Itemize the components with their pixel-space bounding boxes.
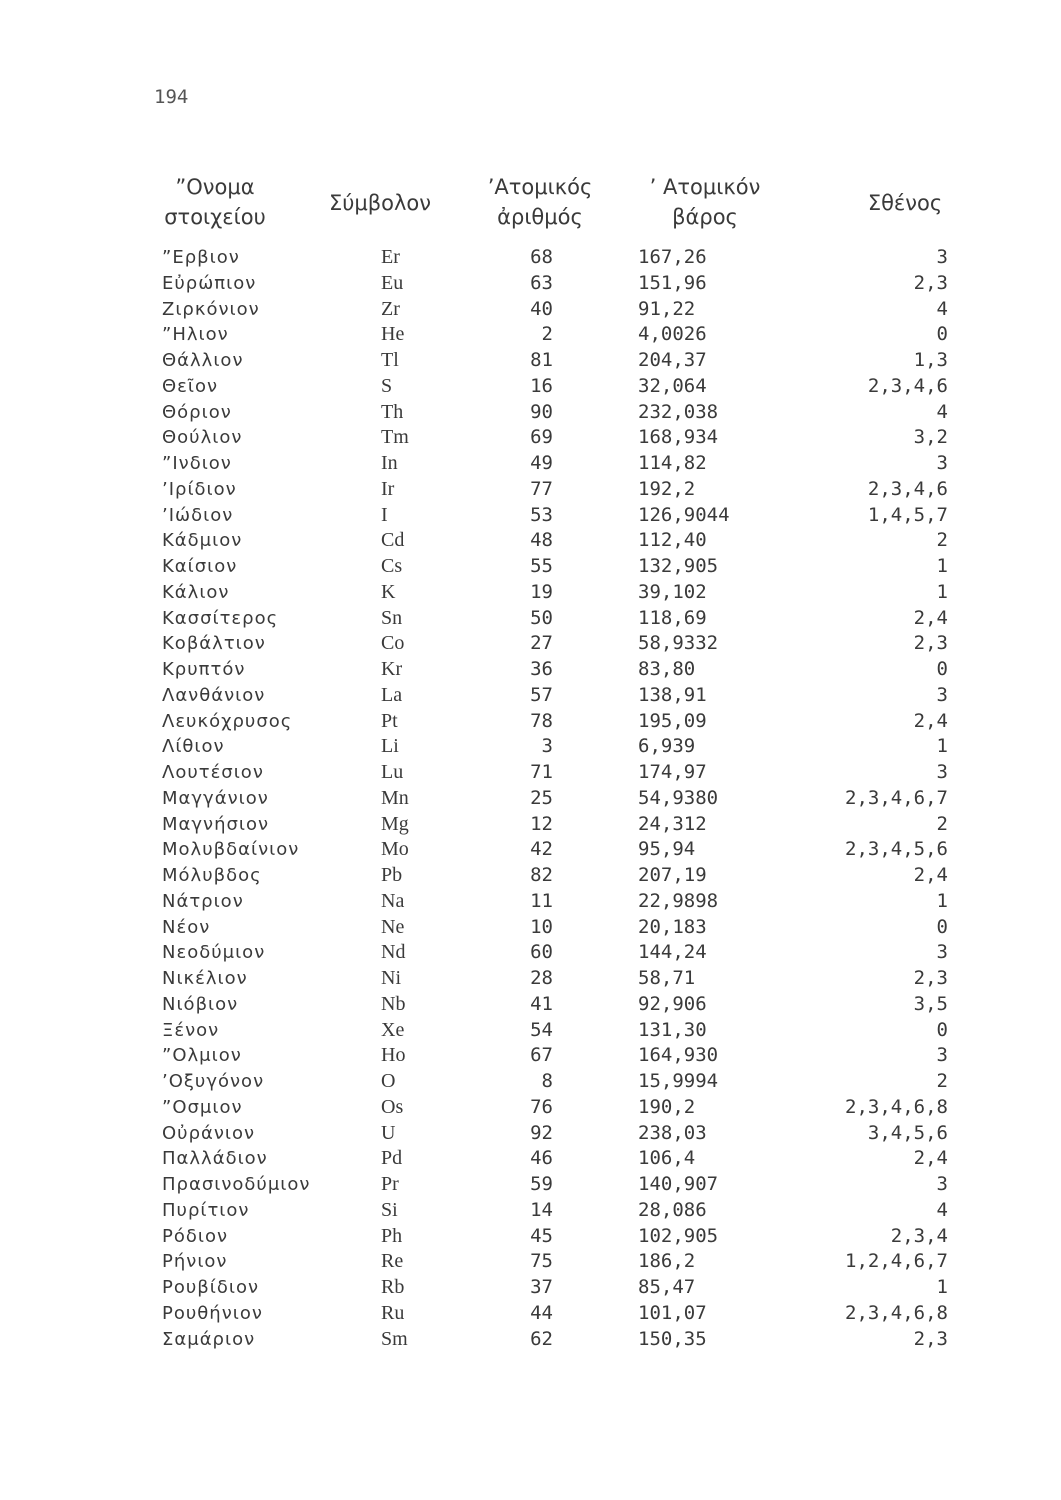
atomic-number: 46 (530, 1147, 553, 1170)
element-symbol: Nd (381, 941, 406, 964)
element-symbol: Cs (381, 555, 403, 577)
element-name: Λίθιον (162, 736, 225, 758)
atomic-number: 81 (530, 349, 553, 371)
header-name-line2: στοιχείου (164, 205, 266, 229)
atomic-weight: 207,19 (638, 864, 707, 886)
atomic-number: 69 (530, 426, 553, 449)
table-row (140, 940, 960, 966)
element-name: Σαμάριον (162, 1328, 256, 1350)
valence: 2,3,4,6,7 (845, 786, 948, 809)
element-symbol: Pd (381, 1147, 403, 1170)
header-valence: Σθένος (867, 191, 943, 215)
element-symbol: Mo (381, 838, 409, 861)
atomic-weight: 39,102 (638, 580, 707, 603)
atomic-number: 37 (530, 1276, 553, 1298)
table-row (140, 786, 960, 812)
valence: 2,3,4,6,8 (845, 1301, 948, 1324)
atomic-weight: 151,96 (638, 271, 707, 294)
atomic-number: 19 (530, 580, 553, 603)
element-name: Μόλυβδος (162, 865, 262, 886)
valence: 2,4 (913, 709, 948, 732)
element-name: Λουτέσιον (162, 762, 264, 783)
atomic-weight: 190,2 (638, 1095, 696, 1118)
valence: 3,5 (913, 992, 948, 1015)
atomic-weight: 112,40 (638, 529, 707, 552)
element-symbol: Ir (381, 477, 395, 500)
atomic-weight: 114,82 (638, 452, 707, 474)
atomic-weight: 164,930 (638, 1044, 719, 1067)
element-name: Θούλιον (162, 427, 243, 449)
valence: 0 (936, 1018, 948, 1041)
valence: 4 (936, 297, 948, 320)
table-row (140, 709, 960, 735)
atomic-weight: 15,9994 (638, 1070, 719, 1092)
header-name-line1: ”Ονομα (175, 175, 255, 199)
valence: 3,4,5,6 (867, 1121, 948, 1144)
element-symbol: Zr (381, 297, 400, 320)
atomic-weight: 92,906 (638, 992, 707, 1015)
element-symbol: Ne (381, 915, 405, 938)
table-row (140, 889, 960, 915)
valence: 4 (936, 400, 948, 423)
table-row (140, 425, 960, 451)
table-row (140, 631, 960, 657)
table-row (140, 606, 960, 632)
element-symbol: Os (381, 1095, 404, 1118)
element-symbol: Mg (381, 812, 409, 835)
table-row (140, 554, 960, 580)
table-row (140, 1018, 960, 1044)
atomic-weight: 24,312 (638, 812, 707, 835)
header-number-line1: ’Ατομικός (487, 175, 593, 199)
element-name: Μαγγάνιον (162, 787, 269, 809)
element-name: Ζιρκόνιον (162, 298, 260, 320)
element-name: Οὐράνιον (162, 1122, 256, 1144)
atomic-number: 77 (530, 477, 553, 500)
valence: 0 (936, 323, 948, 346)
table-row (140, 297, 960, 323)
atomic-weight: 32,064 (638, 374, 707, 397)
table-row (140, 271, 960, 297)
atomic-number: 92 (530, 1121, 553, 1144)
element-name: Κρυπτόν (162, 659, 246, 680)
element-symbol: Lu (381, 761, 404, 783)
atomic-number: 71 (530, 761, 553, 783)
atomic-number: 68 (530, 246, 553, 268)
element-symbol: Na (381, 889, 405, 912)
table-row (140, 683, 960, 709)
valence: 2,4 (913, 864, 948, 886)
atomic-weight: 54,9380 (638, 786, 719, 809)
header-atomic-weight (635, 172, 775, 232)
valence: 2 (936, 1070, 948, 1092)
atomic-weight: 20,183 (638, 915, 707, 938)
atomic-number: 40 (530, 297, 553, 320)
header-symbol: Σύμβολον (328, 191, 432, 215)
element-symbol: Pt (381, 709, 398, 732)
table-row (140, 992, 960, 1018)
atomic-number: 28 (530, 967, 553, 989)
element-symbol: S (381, 374, 393, 397)
table-row (140, 1146, 960, 1172)
atomic-weight: 102,905 (638, 1224, 719, 1247)
atomic-number: 2 (541, 323, 553, 346)
atomic-weight: 83,80 (638, 658, 696, 680)
valence: 2,4 (913, 1147, 948, 1170)
element-symbol: Re (381, 1250, 404, 1273)
table-row (140, 966, 960, 992)
table-row (140, 503, 960, 529)
header-weight-line1: ’ Ατομικόν (649, 175, 761, 199)
valence: 3 (936, 246, 948, 268)
table-row (140, 374, 960, 400)
page-number: 194 (154, 86, 189, 108)
atomic-weight: 168,934 (638, 426, 719, 449)
element-name: Καίσιον (162, 556, 238, 577)
atomic-weight: 192,2 (638, 477, 696, 500)
atomic-weight: 95,94 (638, 838, 696, 861)
element-name: Πρασινοδύμιον (162, 1174, 311, 1195)
element-symbol: Ni (381, 967, 401, 989)
atomic-number: 53 (530, 503, 553, 526)
header-number-line2: ἀριθμός (497, 205, 583, 229)
table-row (140, 451, 960, 477)
atomic-number: 78 (530, 709, 553, 732)
valence: 3 (936, 761, 948, 783)
table-row (140, 760, 960, 786)
valence: 1 (936, 889, 948, 912)
atomic-number: 14 (530, 1198, 553, 1221)
element-name: Θάλλιον (162, 350, 244, 371)
header-element-name (140, 172, 290, 232)
valence: 2,4 (913, 606, 948, 629)
element-name: Πυρίτιον (162, 1199, 250, 1221)
atomic-weight: 126,9044 (638, 503, 730, 526)
table-row (140, 1095, 960, 1121)
element-symbol: Pb (381, 864, 403, 886)
atomic-weight: 238,03 (638, 1121, 707, 1144)
atomic-weight: 58,71 (638, 967, 696, 989)
element-name: ”Ερβιον (162, 247, 240, 268)
valence: 2,3,4,5,6 (845, 838, 948, 861)
atomic-weight: 91,22 (638, 297, 696, 320)
atomic-weight: 138,91 (638, 683, 707, 706)
element-name: Νιόβιον (162, 993, 239, 1015)
atomic-weight: 101,07 (638, 1301, 707, 1324)
element-symbol: Sn (381, 606, 403, 629)
element-name: Ρήνιον (162, 1251, 228, 1273)
element-name: ”Οσμιον (162, 1096, 243, 1118)
element-name: Κάδμιον (162, 530, 243, 552)
element-name: Θόριον (162, 401, 232, 423)
atomic-weight: 232,038 (638, 400, 719, 423)
atomic-weight: 4,0026 (638, 323, 707, 346)
atomic-weight: 28,086 (638, 1198, 707, 1221)
element-name: Λευκόχρυσος (162, 710, 293, 732)
element-symbol: U (381, 1121, 396, 1144)
atomic-number: 63 (530, 271, 553, 294)
atomic-weight: 131,30 (638, 1018, 707, 1041)
atomic-number: 54 (530, 1018, 553, 1041)
element-name: Νάτριον (162, 890, 244, 912)
atomic-number: 59 (530, 1173, 553, 1195)
atomic-number: 67 (530, 1044, 553, 1067)
atomic-number: 45 (530, 1224, 553, 1247)
table-row (140, 477, 960, 503)
table-row (140, 322, 960, 348)
element-symbol: La (381, 683, 403, 706)
atomic-number: 49 (530, 452, 553, 474)
element-name: Λανθάνιον (162, 684, 266, 706)
element-name: ”Ηλιον (162, 324, 229, 346)
atomic-number: 76 (530, 1095, 553, 1118)
element-name: Ρόδιον (162, 1225, 229, 1247)
element-name: Παλλάδιον (162, 1148, 268, 1170)
valence: 1 (936, 555, 948, 577)
element-symbol: O (381, 1070, 396, 1092)
valence: 1,4,5,7 (867, 503, 948, 526)
valence: 0 (936, 658, 948, 680)
header-weight-line2: βάρος (672, 205, 738, 229)
atomic-number: 41 (530, 992, 553, 1015)
atomic-number: 82 (530, 864, 553, 886)
valence: 2,3 (913, 271, 948, 294)
valence: 2 (936, 812, 948, 835)
atomic-weight: 195,09 (638, 709, 707, 732)
atomic-number: 55 (530, 555, 553, 577)
element-symbol: K (381, 580, 396, 603)
atomic-number: 3 (541, 735, 553, 758)
atomic-number: 62 (530, 1327, 553, 1350)
table-row (140, 812, 960, 838)
element-name: Μαγνήσιον (162, 813, 270, 835)
element-name: Κασσίτερος (162, 607, 279, 629)
element-name: Ξένον (162, 1019, 220, 1041)
valence: 3 (936, 683, 948, 706)
table-row (140, 400, 960, 426)
element-symbol: Si (381, 1198, 398, 1221)
element-name: Εὐρώπιον (162, 272, 257, 294)
atomic-number: 11 (530, 889, 553, 912)
atomic-number: 16 (530, 374, 553, 397)
atomic-number: 10 (530, 915, 553, 938)
valence: 3 (936, 452, 948, 474)
atomic-weight: 106,4 (638, 1147, 696, 1170)
table-row (140, 1198, 960, 1224)
atomic-weight: 85,47 (638, 1276, 696, 1298)
table-row (140, 1172, 960, 1198)
table-row (140, 1275, 960, 1301)
element-symbol: Rb (381, 1276, 405, 1298)
atomic-number: 12 (530, 812, 553, 835)
atomic-weight: 22,9898 (638, 889, 719, 912)
element-name: Νικέλιον (162, 968, 248, 989)
table-row (140, 1043, 960, 1069)
atomic-weight: 58,9332 (638, 632, 719, 655)
element-symbol: Tl (381, 349, 399, 371)
atomic-weight: 167,26 (638, 246, 707, 268)
atomic-weight: 150,35 (638, 1327, 707, 1350)
element-symbol: Li (381, 735, 399, 758)
valence: 1,2,4,6,7 (845, 1250, 948, 1273)
element-symbol: Nb (381, 992, 406, 1015)
element-symbol: Xe (381, 1018, 405, 1041)
atomic-number: 36 (530, 658, 553, 680)
atomic-weight: 6,939 (638, 735, 696, 758)
atomic-number: 60 (530, 941, 553, 964)
atomic-number: 57 (530, 683, 553, 706)
element-symbol: Pr (381, 1173, 399, 1195)
atomic-number: 75 (530, 1250, 553, 1273)
table-row (140, 1069, 960, 1095)
element-name: Κάλιον (162, 581, 230, 603)
valence: 0 (936, 915, 948, 938)
table-row (140, 1249, 960, 1275)
element-name: Κοβάλτιον (162, 633, 266, 655)
element-symbol: I (381, 503, 388, 526)
table-row (140, 863, 960, 889)
element-symbol: Ru (381, 1301, 405, 1324)
element-name: ’Οξυγόνον (162, 1071, 265, 1092)
element-name: Θεῖον (162, 375, 219, 397)
valence: 2 (936, 529, 948, 552)
element-name: Ρουθήνιον (162, 1302, 263, 1324)
element-symbol: Ph (381, 1224, 403, 1247)
valence: 2,3 (913, 967, 948, 989)
valence: 2,3 (913, 632, 948, 655)
valence: 1 (936, 1276, 948, 1298)
atomic-number: 50 (530, 606, 553, 629)
element-symbol: Tm (381, 426, 409, 449)
table-header (140, 170, 960, 240)
valence: 4 (936, 1198, 948, 1221)
element-name: Νέον (162, 916, 211, 938)
valence: 3 (936, 941, 948, 964)
valence: 1 (936, 735, 948, 758)
header-atomic-number (470, 172, 610, 232)
element-name: Νεοδύμιον (162, 942, 266, 964)
atomic-weight: 140,907 (638, 1173, 719, 1195)
element-name: ’Ιρίδιον (162, 478, 237, 500)
element-name: ”Ινδιον (162, 453, 232, 474)
element-symbol: Er (381, 246, 400, 268)
valence: 3 (936, 1044, 948, 1067)
atomic-weight: 204,37 (638, 349, 707, 371)
valence: 3 (936, 1173, 948, 1195)
atomic-number: 27 (530, 632, 553, 655)
valence: 3,2 (913, 426, 948, 449)
valence: 1 (936, 580, 948, 603)
element-symbol: Sm (381, 1327, 408, 1350)
elements-table (140, 245, 960, 1352)
element-name: ”Ολμιον (162, 1045, 242, 1067)
table-row (140, 1224, 960, 1250)
valence: 2,3,4,6 (867, 374, 948, 397)
valence: 1,3 (913, 349, 948, 371)
valence: 2,3,4,6,8 (845, 1095, 948, 1118)
element-name: ’Ιώδιον (162, 504, 234, 526)
element-symbol: Th (381, 400, 404, 423)
atomic-number: 44 (530, 1301, 553, 1324)
table-row (140, 734, 960, 760)
element-symbol: Mn (381, 786, 409, 809)
table-row (140, 245, 960, 271)
atomic-weight: 186,2 (638, 1250, 696, 1273)
table-row (140, 348, 960, 374)
valence: 2,3,4,6 (867, 477, 948, 500)
table-row (140, 1301, 960, 1327)
element-symbol: Co (381, 632, 405, 655)
atomic-weight: 144,24 (638, 941, 707, 964)
atomic-weight: 174,97 (638, 761, 707, 783)
atomic-number: 42 (530, 838, 553, 861)
atomic-number: 8 (541, 1070, 553, 1092)
element-symbol: Eu (381, 271, 404, 294)
atomic-number: 25 (530, 786, 553, 809)
element-name: Μολυβδαίνιον (162, 839, 300, 861)
element-symbol: Kr (381, 658, 403, 680)
table-row (140, 657, 960, 683)
table-row (140, 915, 960, 941)
element-symbol: He (381, 323, 405, 346)
valence: 2,3,4 (890, 1224, 948, 1247)
element-name: Ρουβίδιον (162, 1277, 260, 1298)
element-symbol: In (381, 452, 398, 474)
atomic-weight: 118,69 (638, 606, 707, 629)
valence: 2,3 (913, 1327, 948, 1350)
table-row (140, 1121, 960, 1147)
element-symbol: Ho (381, 1044, 406, 1067)
atomic-weight: 132,905 (638, 555, 719, 577)
table-row (140, 1327, 960, 1353)
atomic-number: 48 (530, 529, 553, 552)
table-row (140, 580, 960, 606)
table-row (140, 837, 960, 863)
element-symbol: Cd (381, 529, 405, 552)
table-row (140, 528, 960, 554)
atomic-number: 90 (530, 400, 553, 423)
